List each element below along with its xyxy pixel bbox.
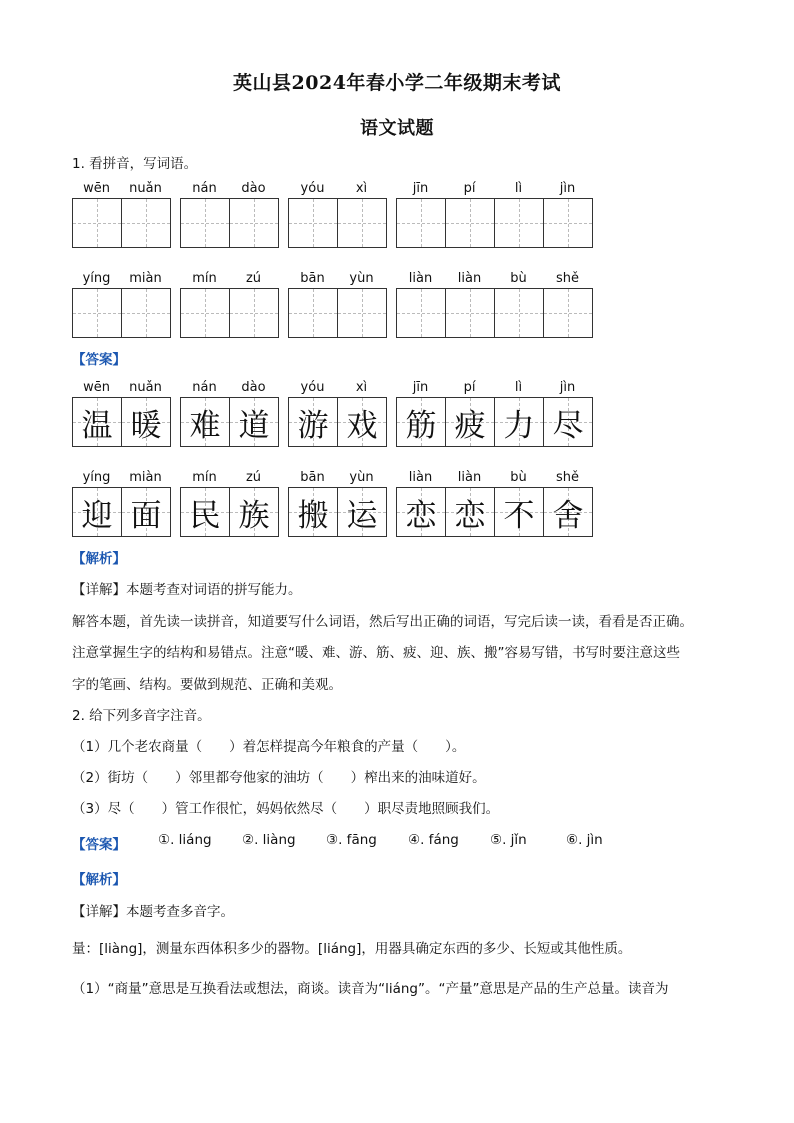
writing-box[interactable] [121,198,171,248]
answer-character: 暖 [130,407,162,444]
writing-box[interactable] [288,288,338,338]
word-box-group [180,288,279,336]
word-box-group [396,198,593,246]
word-box-group [72,487,171,535]
pinyin-syllable: nán [192,380,217,395]
writing-box[interactable] [396,288,446,338]
pinyin-syllable: liàn [408,271,433,286]
word-box-group [396,487,593,535]
exam-title: 英山县2024年春小学二年级期末考试 [233,72,561,94]
answer-character: 民 [189,497,221,534]
question-2-prompt: 2. 给下列多音字注音。 [72,708,211,724]
answer-item: ⑥. jìn [566,832,603,848]
answer-character: 道 [238,407,270,444]
answer-char-box [337,397,387,447]
answer-char-box [396,487,446,537]
word-box-group [288,288,387,336]
pinyin-syllable: yíng [82,470,111,485]
writing-box[interactable] [543,198,593,248]
answer-character: 不 [503,497,535,534]
pinyin-syllable: pí [463,380,476,395]
pinyin-syllable: mín [192,271,217,286]
answer-char-box [288,397,338,447]
pinyin-syllable: liàn [408,470,433,485]
pinyin-syllable: liàn [457,271,482,286]
answer-character: 温 [81,407,113,444]
answer-item: ⑤. jǐn [490,832,527,848]
answer-character: 疲 [454,407,486,444]
answer-character: 恋 [405,497,437,534]
answer-char-box [288,487,338,537]
answer-character: 筋 [405,407,437,444]
answer-label-1: 【答案】 [72,352,126,368]
answer-character: 戏 [346,407,378,444]
answer-char-box [494,487,544,537]
pinyin-syllable: bān [300,271,325,286]
answer-character: 恋 [454,497,486,534]
writing-box[interactable] [543,288,593,338]
answer-char-box [180,397,230,447]
analysis-para-4: 量：[liàng]，测量东西体积多少的器物。[liáng]，用器具确定东西的多少、长短或其他性质。 [72,941,632,957]
writing-box[interactable] [337,288,387,338]
answer-character: 游 [297,407,329,444]
answer-character: 力 [503,407,535,444]
writing-box[interactable] [288,198,338,248]
writing-box[interactable] [121,288,171,338]
pinyin-syllable: yùn [349,271,374,286]
word-box-group [288,198,387,246]
answer-char-box [543,397,593,447]
question-1-prompt: 1. 看拼音，写词语。 [72,156,198,172]
writing-box[interactable] [72,288,122,338]
writing-box[interactable] [180,288,230,338]
pinyin-syllable: bān [300,470,325,485]
pinyin-syllable: shě [555,470,579,485]
question-2-sentence-3: （3）尽（ ）管工作很忙，妈妈依然尽（ ）职尽责地照顾我们。 [72,801,500,817]
answer-char-box [72,487,122,537]
answer-char-box [494,397,544,447]
answer-character: 迎 [81,497,113,534]
word-box-group [396,397,593,445]
answer-character: 难 [189,407,221,444]
answer-item: ①. liáng [158,832,212,848]
pinyin-syllable: liàn [457,470,482,485]
answer-character: 尽 [552,407,584,444]
answer-char-box [445,397,495,447]
answer-char-box [229,397,279,447]
pinyin-syllable: mín [192,470,217,485]
analysis-label-1: 【解析】 [72,551,126,567]
answer-char-box [337,487,387,537]
writing-box[interactable] [445,198,495,248]
word-box-group [72,288,171,336]
pinyin-syllable: dào [241,380,266,395]
analysis-label-2: 【解析】 [72,872,126,888]
pinyin-syllable: shě [555,271,579,286]
pinyin-syllable: bù [510,470,527,485]
pinyin-syllable: wēn [83,380,110,395]
pinyin-syllable: jìn [559,181,576,196]
analysis-para-5: （1）“商量”意思是互换看法或想法，商谈。读音为“liáng”。“产量”意思是产品的生产总量。读音为 [72,981,669,997]
pinyin-syllable: miàn [129,470,162,485]
answer-character: 运 [346,497,378,534]
detail-1: 【详解】本题考查对词语的拼写能力。 [72,582,302,598]
writing-box[interactable] [494,198,544,248]
analysis-para-2: 注意掌握生字的结构和易错点。注意“暖、难、游、筋、疲、迎、族、搬”容易写错，书写时要注意这些 [72,645,680,661]
question-2-sentence-2: （2）街坊（ ）邻里都夸他家的油坊（ ）榨出来的油味道好。 [72,770,486,786]
pinyin-syllable: nán [192,181,217,196]
answer-char-box [445,487,495,537]
word-box-group [72,397,171,445]
word-box-group [180,198,279,246]
analysis-para-1: 解答本题，首先读一读拼音，知道要写什么词语，然后写出正确的词语，写完后读一读，看看是否正确。 [72,614,693,630]
pinyin-syllable: yíng [82,271,111,286]
answer-char-box [121,397,171,447]
word-box-group [180,397,279,445]
answer-char-box [180,487,230,537]
answer-char-box [72,397,122,447]
pinyin-syllable: jīn [412,181,429,196]
answer-item: ③. fāng [326,832,377,848]
pinyin-syllable: jīn [412,380,429,395]
writing-box[interactable] [229,198,279,248]
writing-box[interactable] [337,198,387,248]
word-box-group [396,288,593,336]
word-box-group [288,487,387,535]
answer-char-box [543,487,593,537]
pinyin-syllable: yóu [300,380,325,395]
pinyin-syllable: jìn [559,380,576,395]
answer-item: ②. liàng [242,832,296,848]
pinyin-syllable: lì [514,181,523,196]
detail-2: 【详解】本题考查多音字。 [72,904,234,920]
answer-char-box [396,397,446,447]
writing-box[interactable] [180,198,230,248]
pinyin-syllable: nuǎn [129,380,162,395]
word-box-group [288,397,387,445]
word-box-group [72,198,171,246]
word-box-group [180,487,279,535]
writing-box[interactable] [494,288,544,338]
pinyin-syllable: xì [355,380,368,395]
answer-character: 族 [238,497,270,534]
answer-char-box [229,487,279,537]
pinyin-syllable: zú [245,470,262,485]
answer-label-2: 【答案】 [72,837,126,853]
pinyin-syllable: pí [463,181,476,196]
pinyin-syllable: xì [355,181,368,196]
pinyin-syllable: lì [514,380,523,395]
writing-box[interactable] [445,288,495,338]
exam-subtitle: 语文试题 [360,118,434,139]
pinyin-syllable: zú [245,271,262,286]
answer-character: 舍 [552,497,584,534]
answer-char-box [121,487,171,537]
pinyin-syllable: miàn [129,271,162,286]
analysis-para-3: 字的笔画、结构。要做到规范、正确和美观。 [72,677,342,693]
writing-box[interactable] [396,198,446,248]
pinyin-syllable: nuǎn [129,181,162,196]
writing-box[interactable] [229,288,279,338]
pinyin-syllable: wēn [83,181,110,196]
writing-box[interactable] [72,198,122,248]
answer-item: ④. fáng [408,832,459,848]
pinyin-syllable: yóu [300,181,325,196]
pinyin-syllable: yùn [349,470,374,485]
answer-character: 面 [130,497,162,534]
pinyin-syllable: bù [510,271,527,286]
question-2-sentence-1: （1）几个老农商量（ ）着怎样提高今年粮食的产量（ ）。 [72,739,466,755]
answer-character: 搬 [297,497,329,534]
pinyin-syllable: dào [241,181,266,196]
